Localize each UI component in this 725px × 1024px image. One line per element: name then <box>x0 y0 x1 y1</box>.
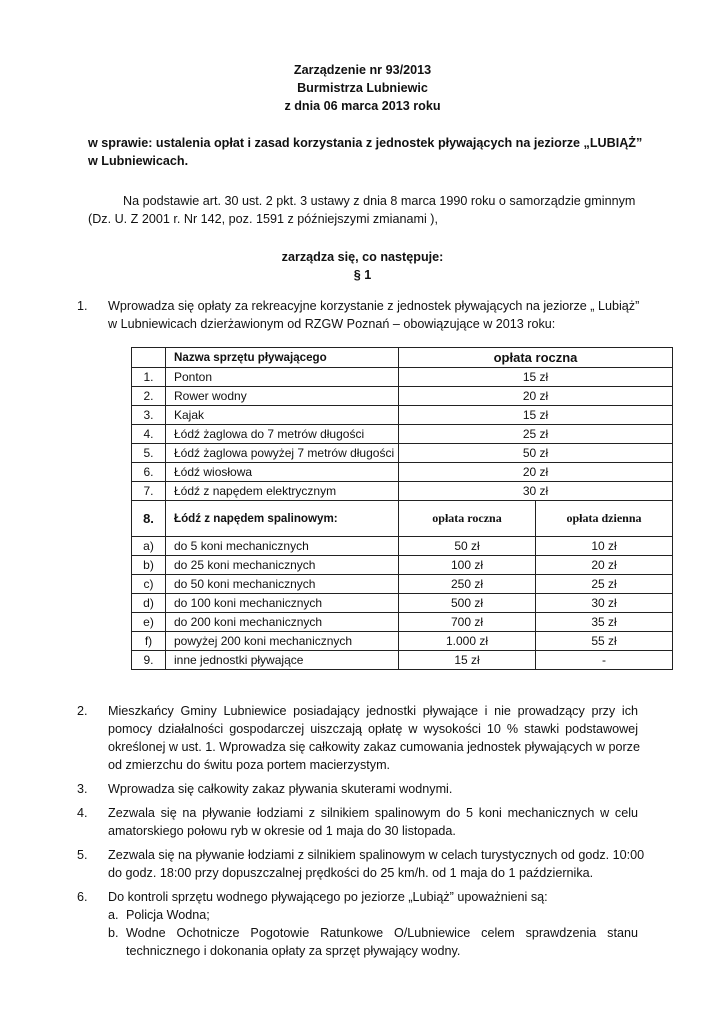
daily-fee: 20 zł <box>536 556 673 575</box>
equipment-name: inne jednostki pływające <box>166 651 399 670</box>
paragraph-sign: § 1 <box>353 268 372 282</box>
row-number: b) <box>132 556 166 575</box>
equipment-name: Łódź żaglowa powyżej 7 metrów długości <box>166 444 399 463</box>
item-6-line-1: Do kontroli sprzętu wodnego pływającego po jeziorze „Lubiąż” upoważnieni są: <box>108 890 548 904</box>
row-number: 6. <box>132 463 166 482</box>
annual-fee: 700 zł <box>399 613 536 632</box>
table-header-row <box>132 348 673 368</box>
annual-fee: 1.000 zł <box>399 632 536 651</box>
daily-fee: - <box>536 651 673 670</box>
equipment-name: do 25 koni mechanicznych <box>166 556 399 575</box>
annual-fee: 50 zł <box>399 537 536 556</box>
item-4-line-1: Zezwala się na pływanie łodziami z silnikiem spalinowym do 5 koni mechanicznych w celu <box>108 806 638 820</box>
item-5-number: 5. <box>77 848 88 862</box>
annual-fee: 20 zł <box>399 387 673 406</box>
table-row <box>132 406 673 425</box>
annual-fee: 250 zł <box>399 575 536 594</box>
row-number: 1. <box>132 368 166 387</box>
item-5-line-2: do godz. 18:00 przy dopuszczalnej prędkości do 25 km/h. od 1 maja do 1 października. <box>108 866 594 880</box>
table-header-name: Nazwa sprzętu pływającego <box>166 348 399 368</box>
equipment-name: Kajak <box>166 406 399 425</box>
motor-boat-header-row <box>132 501 673 537</box>
item-3-number: 3. <box>77 782 88 796</box>
annual-fee: 100 zł <box>399 556 536 575</box>
annual-fee: 25 zł <box>399 425 673 444</box>
item-6b-line-1: Wodne Ochotnicze Pogotowie Ratunkowe O/Lubniewice celem sprawdzenia stanu <box>126 926 638 940</box>
row-number: 5. <box>132 444 166 463</box>
equipment-name: do 50 koni mechanicznych <box>166 575 399 594</box>
item-1-number: 1. <box>77 299 88 313</box>
daily-fee: 30 zł <box>536 594 673 613</box>
item-2-line-1: Mieszkańcy Gminy Lubniewice posiadający jednostki pływające i nie prowadzący przy ich <box>108 704 638 718</box>
decree-heading: zarządza się, co następuje: <box>281 250 444 264</box>
item-1-line-2: w Lubniewicach dzierżawionym od RZGW Poznań – obowiązujące w 2013 roku: <box>108 317 556 331</box>
table-row <box>132 444 673 463</box>
annual-fee: 20 zł <box>399 463 673 482</box>
table-row <box>132 463 673 482</box>
row-number: 7. <box>132 482 166 501</box>
item-6a-label: a. <box>108 908 119 922</box>
subject-line-2: w Lubniewicach. <box>88 154 189 168</box>
subject-line-1: w sprawie: ustalenia opłat i zasad korzystania z jednostek pływających na jeziorze „LUBIĄŻ” <box>88 136 643 150</box>
daily-fee: 35 zł <box>536 613 673 632</box>
table-row <box>132 556 673 575</box>
table-row <box>132 632 673 651</box>
table-header-num <box>132 348 166 368</box>
equipment-name: Łódź wiosłowa <box>166 463 399 482</box>
ordinance-date: z dnia 06 marca 2013 roku <box>284 99 441 113</box>
item-2-line-2: pomocy działalności gospodarczej uiszczają opłatę w wysokości 10 % stawki podstawowej <box>108 722 638 736</box>
table-row <box>132 537 673 556</box>
row-number: 9. <box>132 651 166 670</box>
ordinance-number: Zarządzenie nr 93/2013 <box>293 63 432 77</box>
item-6b-line-2: technicznego i dokonania opłaty za sprzęt pływający wodny. <box>126 944 461 958</box>
annual-fee: 30 zł <box>399 482 673 501</box>
row-number: 8. <box>132 501 166 537</box>
daily-fee: 25 zł <box>536 575 673 594</box>
row-number: d) <box>132 594 166 613</box>
fee-table <box>131 347 673 670</box>
row-number: 4. <box>132 425 166 444</box>
equipment-name: Ponton <box>166 368 399 387</box>
equipment-name: powyżej 200 koni mechanicznych <box>166 632 399 651</box>
annual-fee: 15 zł <box>399 651 536 670</box>
table-row <box>132 613 673 632</box>
item-2-line-3: określonej w ust. 1. Wprowadza się całkowity zakaz cumowania jednostek pływających w porze <box>108 740 640 754</box>
item-4-line-2: amatorskiego połowu ryb w okresie od 1 maja do 30 listopada. <box>108 824 456 838</box>
row-number: e) <box>132 613 166 632</box>
item-6-number: 6. <box>77 890 88 904</box>
equipment-name: do 100 koni mechanicznych <box>166 594 399 613</box>
item-3-line-1: Wprowadza się całkowity zakaz pływania skuterami wodnymi. <box>108 782 453 796</box>
row-number: 3. <box>132 406 166 425</box>
legal-basis-line-2: (Dz. U. Z 2001 r. Nr 142, poz. 1591 z późniejszymi zmianami ), <box>88 212 438 226</box>
row-number: a) <box>132 537 166 556</box>
equipment-name: do 5 koni mechanicznych <box>166 537 399 556</box>
equipment-name: do 200 koni mechanicznych <box>166 613 399 632</box>
annual-fee: 500 zł <box>399 594 536 613</box>
daily-fee: 55 zł <box>536 632 673 651</box>
item-4-number: 4. <box>77 806 88 820</box>
table-row <box>132 368 673 387</box>
motor-header-annual: opłata roczna <box>399 501 536 537</box>
equipment-name: Łódź żaglowa do 7 metrów długości <box>166 425 399 444</box>
table-row <box>132 651 673 670</box>
table-header-fee: opłata roczna <box>399 348 673 368</box>
item-2-number: 2. <box>77 704 88 718</box>
annual-fee: 50 zł <box>399 444 673 463</box>
motor-boat-label: Łódź z napędem spalinowym: <box>166 501 399 537</box>
table-row <box>132 425 673 444</box>
motor-header-daily: opłata dzienna <box>536 501 673 537</box>
equipment-name: Łódź z napędem elektrycznym <box>166 482 399 501</box>
item-2-line-4: od zmierzchu do świtu poza portem macierzystym. <box>108 758 391 772</box>
daily-fee: 10 zł <box>536 537 673 556</box>
equipment-name: Rower wodny <box>166 387 399 406</box>
issuer: Burmistrza Lubniewic <box>297 81 428 95</box>
table-row <box>132 575 673 594</box>
annual-fee: 15 zł <box>399 406 673 425</box>
item-6b-label: b. <box>108 926 119 940</box>
table-row <box>132 482 673 501</box>
row-number: 2. <box>132 387 166 406</box>
table-row <box>132 387 673 406</box>
item-1-line-1: Wprowadza się opłaty za rekreacyjne korzystanie z jednostek pływających na jeziorze „ Lubiąż” <box>108 299 640 313</box>
item-5-line-1: Zezwala się na pływanie łodziami z silnikiem spalinowym w celach turystycznych od godz. 10:00 <box>108 848 645 862</box>
legal-basis-line-1: Na podstawie art. 30 ust. 2 pkt. 3 ustawy z dnia 8 marca 1990 roku o samorządzie gminnym <box>123 194 636 208</box>
annual-fee: 15 zł <box>399 368 673 387</box>
table-row <box>132 594 673 613</box>
item-6a-text: Policja Wodna; <box>126 908 210 922</box>
row-number: f) <box>132 632 166 651</box>
row-number: c) <box>132 575 166 594</box>
